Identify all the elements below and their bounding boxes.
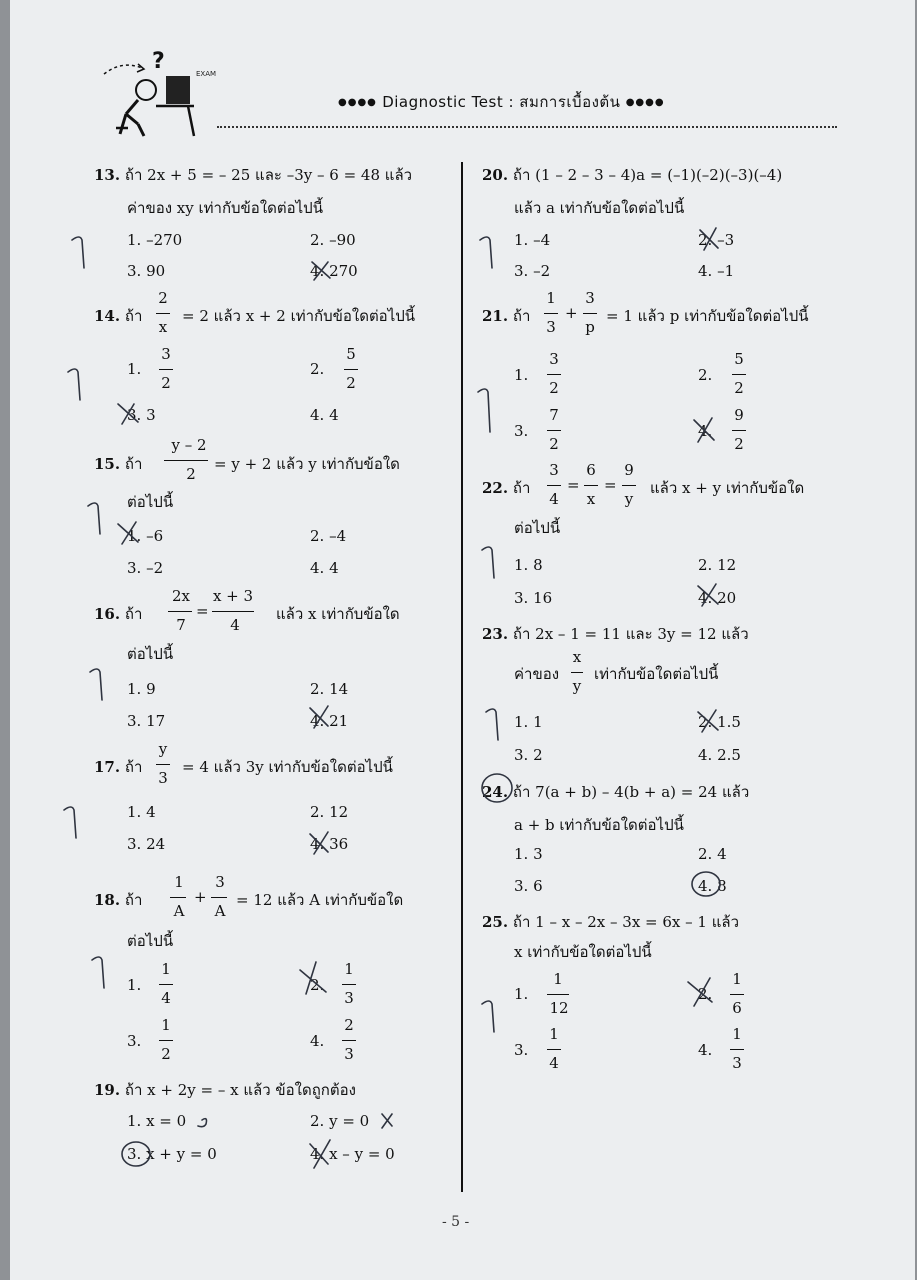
q24-option-1: 1. 3 (514, 845, 543, 863)
q13-option-1: 1. –270 (127, 231, 183, 249)
question-23-line2-pre: ค่าของ (514, 665, 560, 683)
q24-option-3: 3. 6 (514, 877, 543, 895)
question-14-stem: = 2 แล้ว x + 2 เท่ากับข้อใดต่อไปนี้ (182, 307, 416, 325)
q25-option-1-denominator: 12 (549, 999, 569, 1017)
q17-option-2: 2. 12 (310, 803, 349, 821)
q18-option-1-denominator: 4 (161, 989, 171, 1007)
q14-option-2-bar (344, 369, 358, 370)
question-18-label: 18. ถ้า (94, 891, 143, 909)
q21-option-4-denominator: 2 (734, 435, 744, 453)
q22-option-3: 3. 16 (514, 589, 553, 607)
question-18-stem-line2: ต่อไปนี้ (127, 932, 174, 950)
question-22-stem-line2: ต่อไปนี้ (514, 519, 561, 537)
q21-fraction-1-bar (544, 313, 558, 314)
q21-option-2-number: 2. (698, 366, 713, 384)
q19-option-3: 3. x + y = 0 (127, 1145, 217, 1163)
q17-option-1: 1. 4 (127, 803, 156, 821)
q21-fraction-2-numerator: 3 (585, 289, 595, 307)
q18-fraction-1-numerator: 1 (174, 873, 184, 891)
q22-option-4: 4. 20 (698, 589, 737, 607)
q20-option-4: 4. –1 (698, 262, 735, 280)
question-17-label: 17. ถ้า (94, 758, 143, 776)
worksheet-page (10, 0, 915, 1280)
q21-fraction-1-denominator: 3 (546, 318, 556, 336)
q14-option-1-number: 1. (127, 360, 142, 378)
q14-option-2-denominator: 2 (346, 374, 356, 392)
q14-option-1-denominator: 2 (161, 374, 171, 392)
q21-option-2-denominator: 2 (734, 379, 744, 397)
q23-fraction-bar (571, 672, 583, 673)
q18-fraction-1-bar (170, 897, 186, 898)
q21-option-1-bar (547, 374, 561, 375)
question-13-stem-line2: ค่าของ xy เท่ากับข้อใดต่อไปนี้ (127, 199, 323, 217)
question-14-label: 14. ถ้า (94, 307, 143, 325)
question-24-stem-line2: a + b เท่ากับข้อใดต่อไปนี้ (514, 816, 684, 834)
q17-fraction-denominator: 3 (158, 769, 168, 787)
q16-fraction-1-numerator: 2x (171, 587, 190, 605)
question-25-stem-line2: x เท่ากับข้อใดต่อไปนี้ (514, 943, 652, 961)
page-header (338, 90, 665, 114)
q18-option-4-denominator: 3 (344, 1045, 354, 1063)
question-16-stem: แล้ว x เท่ากับข้อใด (276, 605, 400, 623)
header-dots-right: ●●●● (625, 97, 665, 108)
q14-fraction-bar (156, 313, 170, 314)
q18-option-3-numerator: 1 (161, 1016, 171, 1034)
q21-option-1-number: 1. (514, 366, 529, 384)
q25-option-1-bar (547, 994, 569, 995)
q22-fraction-3-denominator: y (624, 490, 634, 508)
q22-fraction-1-numerator: 3 (549, 461, 559, 479)
q18-option-2-numerator: 1 (344, 960, 354, 978)
q18-option-2-bar (342, 984, 356, 985)
q16-option-4: 4. 21 (310, 712, 349, 730)
q18-option-3-bar (159, 1040, 173, 1041)
q25-option-1-number: 1. (514, 985, 529, 1003)
q21-option-4-numerator: 9 (734, 406, 744, 424)
column-divider (461, 162, 463, 1192)
q21-fraction-2-bar (583, 313, 597, 314)
q19-option-4: 4. x – y = 0 (310, 1145, 395, 1163)
q16-fraction-1-bar (168, 611, 192, 612)
question-18-stem: = 12 แล้ว A เท่ากับข้อใด (236, 891, 404, 909)
q18-option-4-numerator: 2 (344, 1016, 354, 1034)
q21-option-3-denominator: 2 (549, 435, 559, 453)
q23-option-4: 4. 2.5 (698, 746, 741, 764)
page-number: - 5 - (442, 1214, 470, 1230)
q25-option-4-denominator: 3 (732, 1054, 742, 1072)
q22-fraction-3-numerator: 9 (624, 461, 634, 479)
q21-fraction-2-denominator: p (585, 318, 595, 336)
q20-option-2: 2. –3 (698, 231, 735, 249)
q24-option-4: 4. 8 (698, 877, 727, 895)
q16-option-1: 1. 9 (127, 680, 156, 698)
question-22-label: 22. ถ้า (482, 479, 531, 497)
q17-option-3: 3. 24 (127, 835, 166, 853)
q16-fraction-1-denominator: 7 (176, 616, 186, 634)
q25-option-3-numerator: 1 (549, 1025, 559, 1043)
q21-option-3-numerator: 7 (549, 406, 559, 424)
q21-plus: + (565, 304, 578, 322)
q24-option-2: 2. 4 (698, 845, 727, 863)
q23-fraction-denominator: y (572, 677, 582, 695)
q22-equals-2: = (604, 476, 617, 494)
q18-option-2-denominator: 3 (344, 989, 354, 1007)
header-title: Diagnostic Test : สมการเบื้องต้น (382, 93, 621, 111)
q18-fraction-1-denominator: A (173, 902, 185, 920)
q25-option-3-bar (547, 1049, 561, 1050)
q22-option-1: 1. 8 (514, 556, 543, 574)
question-19-stem: 19. ถ้า x + 2y = – x แล้ว ข้อใดถูกต้อง (94, 1081, 356, 1099)
svg-text:?: ? (152, 49, 165, 74)
q19-option-1: 1. x = 0 (127, 1112, 187, 1130)
question-22-stem: แล้ว x + y เท่ากับข้อใด (650, 479, 805, 497)
q22-fraction-2-denominator: x (586, 490, 596, 508)
q15-fraction-denominator: 2 (186, 465, 196, 483)
q25-option-3-number: 3. (514, 1041, 529, 1059)
q18-option-1-number: 1. (127, 976, 142, 994)
question-23-line2-post: เท่ากับข้อใดต่อไปนี้ (594, 665, 719, 683)
q15-fraction-bar (164, 460, 208, 461)
q14-option-2-numerator: 5 (346, 345, 356, 363)
q25-option-4-number: 4. (698, 1041, 713, 1059)
q15-fraction-numerator: y – 2 (171, 436, 207, 454)
q20-option-1: 1. –4 (514, 231, 551, 249)
q13-option-3: 3. 90 (127, 262, 166, 280)
q23-fraction-numerator: x (572, 648, 582, 666)
q18-option-1-bar (159, 984, 173, 985)
q18-option-1-numerator: 1 (161, 960, 171, 978)
question-15-label: 15. ถ้า (94, 455, 143, 473)
q15-option-1: 1. –6 (127, 527, 164, 545)
q14-fraction-numerator: 2 (158, 289, 168, 307)
q20-option-3: 3. –2 (514, 262, 551, 280)
q13-option-2: 2. –90 (310, 231, 356, 249)
q16-fraction-2-denominator: 4 (230, 616, 240, 634)
question-16-stem-line2: ต่อไปนี้ (127, 645, 174, 663)
q18-option-3-number: 3. (127, 1032, 142, 1050)
q23-option-3: 3. 2 (514, 746, 543, 764)
q14-option-4: 4. 4 (310, 406, 339, 424)
question-15-stem: = y + 2 แล้ว y เท่ากับข้อใด (214, 455, 400, 473)
question-23-stem: 23. ถ้า 2x – 1 = 11 และ 3y = 12 แล้ว (482, 625, 749, 643)
q21-option-2-numerator: 5 (734, 350, 744, 368)
q16-option-3: 3. 17 (127, 712, 166, 730)
q23-option-1: 1. 1 (514, 713, 543, 731)
question-21-label: 21. ถ้า (482, 307, 531, 325)
q22-fraction-1-bar (547, 485, 561, 486)
q21-option-4-bar (732, 430, 746, 431)
question-17-stem: = 4 แล้ว 3y เท่ากับข้อใดต่อไปนี้ (182, 758, 393, 776)
question-24-stem: 24. ถ้า 7(a + b) – 4(b + a) = 24 แล้ว (482, 783, 750, 801)
q15-option-2: 2. –4 (310, 527, 347, 545)
question-20-stem-line2: แล้ว a เท่ากับข้อใดต่อไปนี้ (514, 199, 685, 217)
q18-option-4-bar (342, 1040, 356, 1041)
q18-fraction-2-bar (211, 897, 227, 898)
q21-option-2-bar (732, 374, 746, 375)
question-20-stem: 20. ถ้า (1 – 2 – 3 – 4)a = (–1)(–2)(–3)(–4) (482, 166, 783, 184)
q25-option-4-bar (730, 1049, 744, 1050)
q22-fraction-2-bar (584, 485, 598, 486)
q25-option-1-numerator: 1 (553, 970, 563, 988)
q25-option-3-denominator: 4 (549, 1054, 559, 1072)
q18-plus: + (194, 888, 207, 906)
q13-option-4: 4. 270 (310, 262, 358, 280)
question-21-stem: = 1 แล้ว p เท่ากับข้อใดต่อไปนี้ (606, 307, 809, 325)
q18-option-4-number: 4. (310, 1032, 325, 1050)
header-dotted-rule (217, 126, 837, 128)
q25-option-2-denominator: 6 (732, 999, 742, 1017)
q21-option-3-bar (547, 430, 561, 431)
q19-option-2: 2. y = 0 (310, 1112, 370, 1130)
q18-option-3-denominator: 2 (161, 1045, 171, 1063)
logo-text: EXAM (196, 70, 217, 78)
q22-equals-1: = (567, 476, 580, 494)
q21-option-3-number: 3. (514, 422, 529, 440)
q16-fraction-2-bar (212, 611, 254, 612)
q21-option-1-numerator: 3 (549, 350, 559, 368)
q18-fraction-2-denominator: A (214, 902, 226, 920)
question-16-label: 16. ถ้า (94, 605, 143, 623)
q16-equals: = (196, 602, 209, 620)
q15-option-3: 3. –2 (127, 559, 164, 577)
q23-option-2: 2. 1.5 (698, 713, 741, 731)
q15-option-4: 4. 4 (310, 559, 339, 577)
q14-fraction-denominator: x (158, 318, 168, 336)
q21-fraction-1-numerator: 1 (546, 289, 556, 307)
question-13-stem: 13. ถ้า 2x + 5 = – 25 และ –3y – 6 = 48 แล้ว (94, 166, 413, 184)
q25-option-4-numerator: 1 (732, 1025, 742, 1043)
q14-option-1-bar (159, 369, 173, 370)
q21-option-1-denominator: 2 (549, 379, 559, 397)
q14-option-3: 3. 3 (127, 406, 156, 424)
q14-option-2-number: 2. (310, 360, 325, 378)
q14-option-1-numerator: 3 (161, 345, 171, 363)
q25-option-2-numerator: 1 (732, 970, 742, 988)
q16-fraction-2-numerator: x + 3 (212, 587, 254, 605)
q16-option-2: 2. 14 (310, 680, 349, 698)
q18-fraction-2-numerator: 3 (215, 873, 225, 891)
q22-fraction-3-bar (622, 485, 636, 486)
q17-fraction-bar (156, 764, 170, 765)
q17-option-4: 4. 36 (310, 835, 349, 853)
question-25-stem: 25. ถ้า 1 – x – 2x – 3x = 6x – 1 แล้ว (482, 913, 740, 931)
q25-option-2-number: 2. (698, 985, 713, 1003)
q22-fraction-2-numerator: 6 (586, 461, 596, 479)
q21-option-4-number: 4. (698, 422, 713, 440)
q25-option-2-bar (730, 994, 744, 995)
header-dots-left: ●●●● (338, 97, 377, 108)
q22-fraction-1-denominator: 4 (549, 490, 559, 508)
q18-option-2-number: 2. (310, 976, 325, 994)
student-thinking-illustration (98, 44, 228, 140)
q22-option-2: 2. 12 (698, 556, 737, 574)
q17-fraction-numerator: y (158, 740, 168, 758)
question-15-stem-line2: ต่อไปนี้ (127, 493, 174, 511)
